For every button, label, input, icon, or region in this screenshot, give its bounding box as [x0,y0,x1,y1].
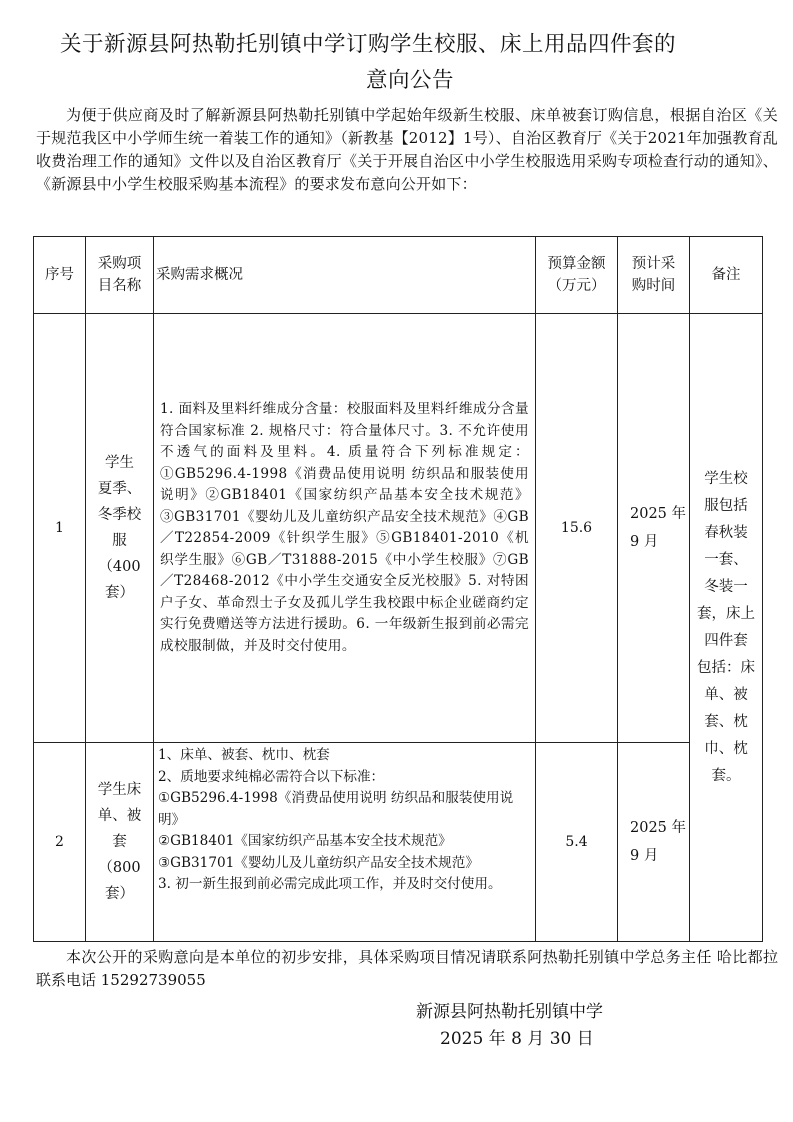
header-note: 备注 [690,237,763,314]
note-line: 巾、枕 [704,740,748,757]
header-budget-line: （万元） [547,278,606,294]
row-item-name [86,743,154,942]
note-line: 服包括 [704,497,748,514]
row-seq: 2 [34,743,86,942]
requirement-line: 2、质地要求纯棉必需符合以下标准： [158,768,385,785]
item-name-line: 单、被 [97,808,142,824]
row-budget: 15.6 [536,314,618,743]
note-line: 冬装一 [704,578,748,595]
signature-date: 2025 年 8 月 30 日 [440,1029,594,1049]
header-item-name-line: 采购项 [97,256,142,272]
item-name-line: 冬季校 [97,507,142,523]
header-item-name [86,237,154,314]
intro-paragraph: 为便于供应商及时了解新源县阿热勒托别镇中学起始年级新生校服、床单被套订购信息，根据自治区《关于规范我区中小学师生统一着装工作的通知》（新教基【2012】1号）、自治区教育厅《关于2021年加强教育乱收费治理工作的通知》文件以及自治区教育厅《关于开展自治区中小学生校服选用采购专项检查行动的通知》、《新源县中小学生校服采购基本流程》的要求发布意向公开如下： [36,106,778,193]
requirement-line: ③GB31701《婴幼儿及儿童纺织产品安全技术规范》 [158,854,479,871]
requirement-line: ②GB18401《国家纺织产品基本安全技术规范》 [158,833,452,849]
header-seq: 序号 [34,237,86,314]
note-line: 套，床上 [697,605,755,622]
item-name-line: 服（400 [98,533,141,575]
table-row [34,314,763,743]
row-seq: 1 [34,314,86,743]
note-line: 四件套 [704,632,748,649]
signature-organization: 新源县阿热勒托别镇中学 [416,1002,603,1022]
header-budget-line: 预算金额 [547,256,606,272]
row-time [618,314,690,743]
item-name-line: 套（800 [98,834,141,876]
header-requirements: 采购需求概况 [154,237,536,314]
table-header-row [34,237,763,314]
header-time-line: 预计采 [631,256,676,272]
time-line: 2025 年 [630,506,687,522]
row-requirements: 1. 面料及里料纤维成分含量：校服面料及里料纤维成分含量符合国家标准 2. 规格尺寸：符合量体尺寸。3. 不允许使用不透气的面料及里料。4. 质量符合下列标准规定：①GB5296.4-1998《消费品使用说明 纺织品和服装使用说明》②GB18401《国家纺织产品基本安全技术规范》③GB31701《婴幼儿及儿童纺织产品安全技术规范》④GB／T22854-2009《针织学生服》⑤GB18401-2010《机织学生服》⑥GB／T31888-2015《中小学生校服》⑦GB／T28468-2012《中小学生交通安全反光校服》5. 对特困户子女、革命烈士子女及孤儿学生我校跟中标企业磋商约定实行免费赠送等方法进行援助。6. 一年级新生报到前必需完成校服制做，并及时交付使用。 [154,314,536,743]
requirement-line: 1、床单、被套、枕巾、枕套 [158,747,330,763]
note-line: 包括：床 [697,659,755,676]
time-line: 9 月 [630,534,659,550]
requirement-line: 3. 初一新生报到前必需完成此项工作，并及时交付使用。 [158,876,502,892]
procurement-table [33,236,763,942]
header-time [618,237,690,314]
row-time [618,743,690,942]
time-line: 2025 年 [630,820,687,836]
row-budget: 5.4 [536,743,618,942]
note-line: 一套、 [704,551,748,568]
item-name-line: 学生床 [97,782,142,798]
document-title-line-2: 意向公告 [365,68,454,93]
item-name-line: 套） [105,886,134,902]
note-line: 单、被 [704,686,748,703]
time-line: 9 月 [630,848,659,864]
item-name-line: 夏季、 [97,481,142,497]
note-line: 套、枕 [704,713,748,730]
document-title-line-1: 关于新源县阿热勒托别镇中学订购学生校服、床上用品四件套的 [60,32,677,57]
contact-paragraph: 本次公开的采购意向是本单位的初步安排，具体采购项目情况请联系阿热勒托别镇中学总务主任 哈比都拉 联系电话 15292739055 [36,948,778,989]
header-budget [536,237,618,314]
row-requirements [154,743,536,942]
row-item-name [86,314,154,743]
note-line: 春秋装 [704,524,748,541]
table-row [34,743,763,942]
row-note [690,314,763,942]
requirement-line: ①GB5296.4-1998《消费品使用说明 纺织品和服装使用说明》 [158,790,514,828]
note-line: 套。 [711,767,741,784]
item-name-line: 学生 [105,455,134,471]
header-time-line: 购时间 [631,278,676,294]
header-item-name-line: 目名称 [97,278,142,294]
item-name-line: 套） [105,585,134,601]
note-line: 学生校 [704,470,748,487]
